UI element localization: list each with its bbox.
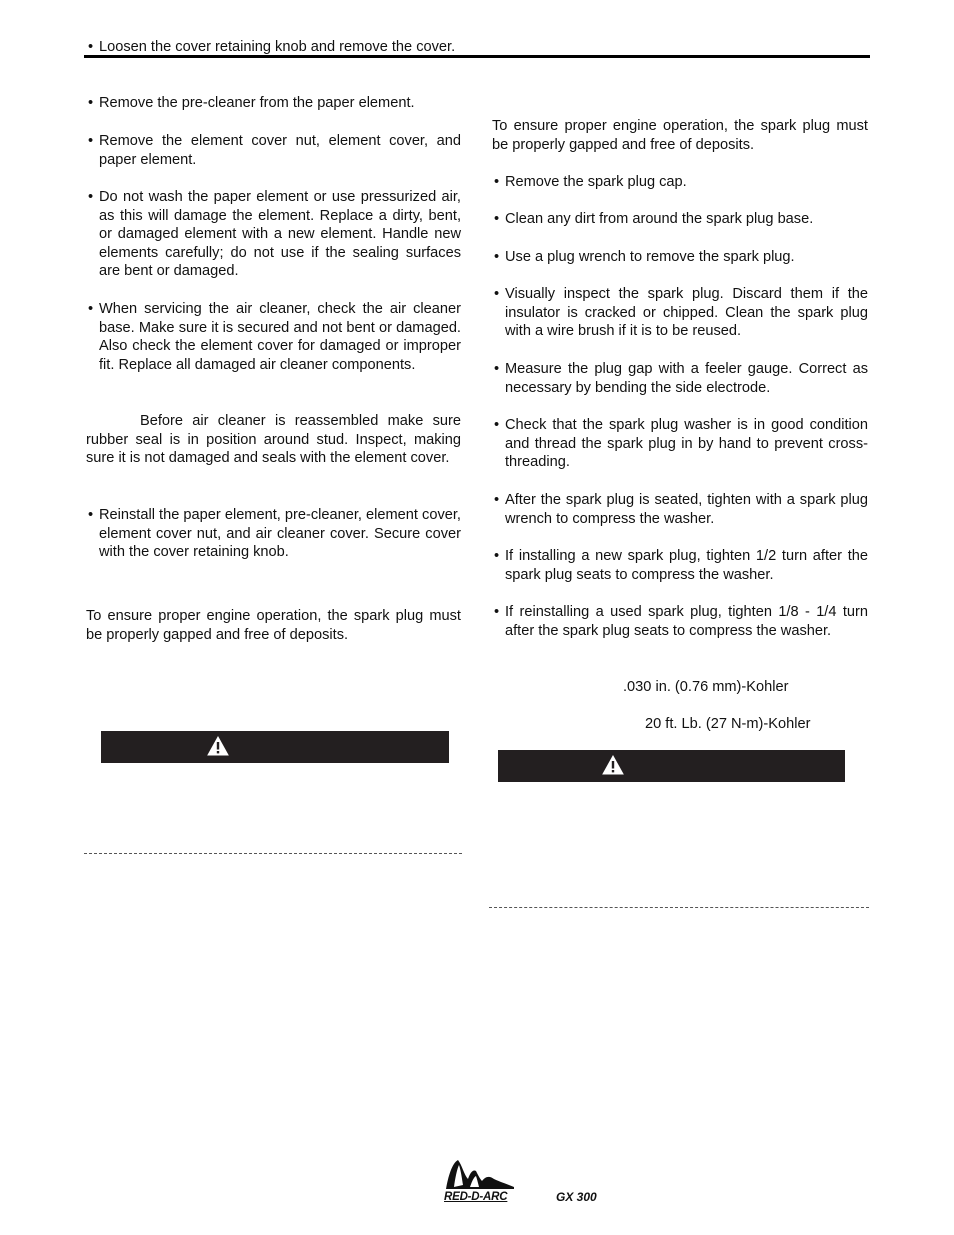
bullet-clean-dirt: • Clean any dirt from around the spark plug base. bbox=[492, 210, 868, 229]
warning-triangle-icon bbox=[207, 736, 229, 756]
bullet-reinstall-element: • Reinstall the paper element, pre-cleaner, element cover, element cover nut, and air cleaner cover. Secure cover with the cover retaining knob. bbox=[86, 506, 461, 562]
bullet-used-plug-tighten: • If reinstalling a used spark plug, tighten 1/8 - 1/4 turn after the spark plug seats to compress the washer. bbox=[492, 603, 868, 640]
warning-triangle-icon bbox=[602, 755, 624, 775]
red-d-arc-logo bbox=[442, 1157, 518, 1191]
warning-banner-left bbox=[101, 731, 449, 763]
plug-gap-spec: .030 in. (0.76 mm)-Kohler bbox=[623, 679, 789, 695]
bullet-check-washer: • Check that the spark plug washer is in good condition and thread the spark plug in by hand to prevent cross-threading. bbox=[492, 416, 868, 472]
spark-plug-intro-right: To ensure proper engine operation, the spark plug must be properly gapped and free of deposits. bbox=[492, 118, 868, 153]
bullet-do-not-wash: • Do not wash the paper element or use pressurized air, as this will damage the element. Replace a dirty, bent, or damaged element with a new element. Handle new elements carefully; do not use if the sealing surfaces are bent or damaged. bbox=[86, 188, 461, 281]
warning-divider-left bbox=[84, 853, 462, 854]
bullet-use-plug-wrench: • Use a plug wrench to remove the spark plug. bbox=[492, 248, 868, 267]
bullet-measure-gap: • Measure the plug gap with a feeler gauge. Correct as necessary by bending the side electrode. bbox=[492, 360, 868, 397]
warning-banner-right bbox=[498, 750, 845, 782]
spark-plug-intro-left: To ensure proper engine operation, the spark plug must be properly gapped and free of deposits. bbox=[86, 608, 461, 643]
bullet-loosen-cover: • Loosen the cover retaining knob and remove the cover. bbox=[86, 38, 461, 57]
bullet-remove-plug-cap: • Remove the spark plug cap. bbox=[492, 173, 868, 192]
bullet-inspect-plug: • Visually inspect the spark plug. Discard them if the insulator is cracked or chipped. Clean the spark plug with a wire brush if it is to be reused. bbox=[492, 285, 868, 341]
warning-divider-right bbox=[489, 907, 869, 908]
bullet-new-plug-tighten: • If installing a new spark plug, tighten 1/2 turn after the spark plug seats to compress the washer. bbox=[492, 547, 868, 584]
bullet-tighten-seated: • After the spark plug is seated, tighten with a spark plug wrench to compress the washer. bbox=[492, 491, 868, 528]
torque-spec: 20 ft. Lb. (27 N-m)-Kohler bbox=[645, 716, 811, 732]
model-name: GX 300 bbox=[556, 1190, 597, 1204]
logo-text: RED-D-ARC bbox=[444, 1191, 508, 1203]
bullet-remove-element-cover: • Remove the element cover nut, element cover, and paper element. bbox=[86, 132, 461, 169]
bullet-check-air-cleaner-base: • When servicing the air cleaner, check the air cleaner base. Make sure it is secured and not bent or damaged. Also check the element cover for damaged or improper fit. Replace all damaged air cleaner components. bbox=[86, 300, 461, 374]
reassembly-note: Before air cleaner is reassembled make sure rubber seal is in position around stud. Inspect, making sure it is not damaged and seals with the element cover. bbox=[86, 413, 461, 467]
bullet-remove-precleaner: • Remove the pre-cleaner from the paper element. bbox=[86, 94, 461, 113]
